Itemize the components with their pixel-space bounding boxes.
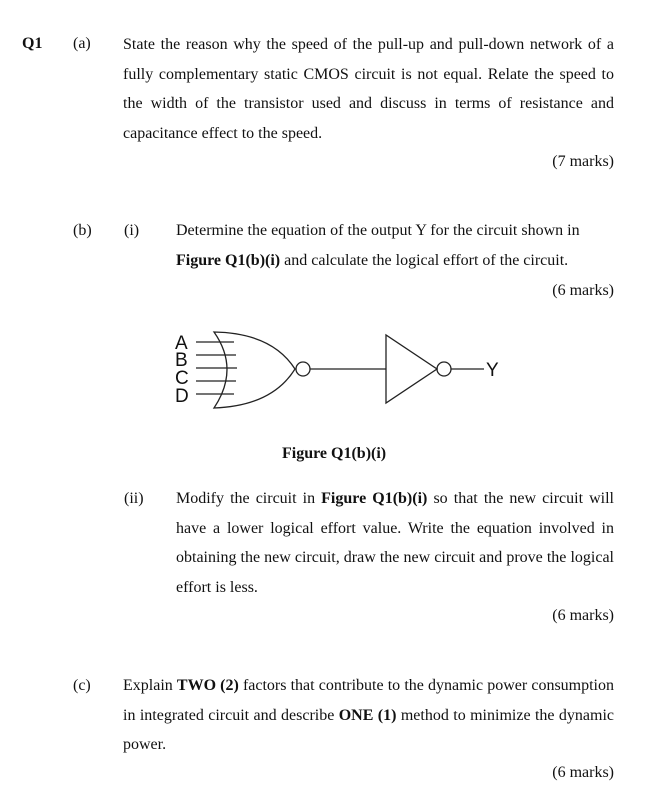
part-a-text: State the reason why the speed of the pull-up and pull-down network of a fully complementary static CMOS circuit is not equal. Relate the speed to the width of the transistor used and discuss in terms of resistance and capacitance effect to the speed. (123, 36, 614, 142)
part-b-ii-figure-ref: Figure Q1(b)(i) (321, 490, 428, 507)
part-c-marks: (6 marks) (552, 764, 614, 781)
part-b-ii-marks: (6 marks) (552, 607, 614, 624)
nor-gate-body (214, 332, 295, 408)
figure-caption: Figure Q1(b)(i) (282, 445, 387, 462)
input-label-a: A (175, 333, 188, 354)
input-label-d: D (175, 386, 189, 407)
part-a-label: (a) (73, 35, 91, 52)
part-b-i-label: (i) (124, 222, 140, 239)
question-number: Q1 (22, 35, 43, 52)
input-label-c: C (175, 368, 189, 389)
part-c-bold-1: TWO (2) (176, 677, 239, 694)
part-b-ii-text (176, 484, 614, 602)
part-b-i-text-1: Determine the equation of the output Y for the circuit shown in (176, 222, 580, 239)
part-b-i-figure-ref: Figure Q1(b)(i) (176, 251, 281, 269)
part-b-i-marks: (6 marks) (552, 282, 614, 299)
inverter-output-bubble (437, 362, 451, 376)
output-label-y: Y (486, 360, 499, 381)
input-label-b: B (175, 350, 188, 371)
part-b-label: (b) (73, 222, 92, 239)
part-b-ii-label: (ii) (124, 490, 144, 507)
part-b-ii-text-2: so that the new circuit will have a lower logical effort value. Write the equation involved in obtaining the new circuit, draw the new circuit and prove the logical effort is less. (176, 490, 614, 596)
part-b-i-text-2: and calculate the logical effort of the circuit. (280, 251, 569, 269)
part-c-text-1: Explain (123, 677, 177, 694)
part-c-text (123, 671, 614, 760)
part-a-marks: (7 marks) (552, 153, 614, 170)
nor-output-bubble (296, 362, 310, 376)
part-c-bold-2: ONE (1) (338, 706, 397, 724)
inverter-body (386, 335, 437, 403)
part-c-text-2: factors that contribute to the dynamic power consumption in integrated circuit and describe (123, 677, 614, 724)
part-b-ii-text-1: Modify the circuit in (176, 490, 322, 507)
part-c-label: (c) (73, 677, 91, 694)
part-c-text-3: method to minimize the dynamic power. (123, 706, 614, 753)
